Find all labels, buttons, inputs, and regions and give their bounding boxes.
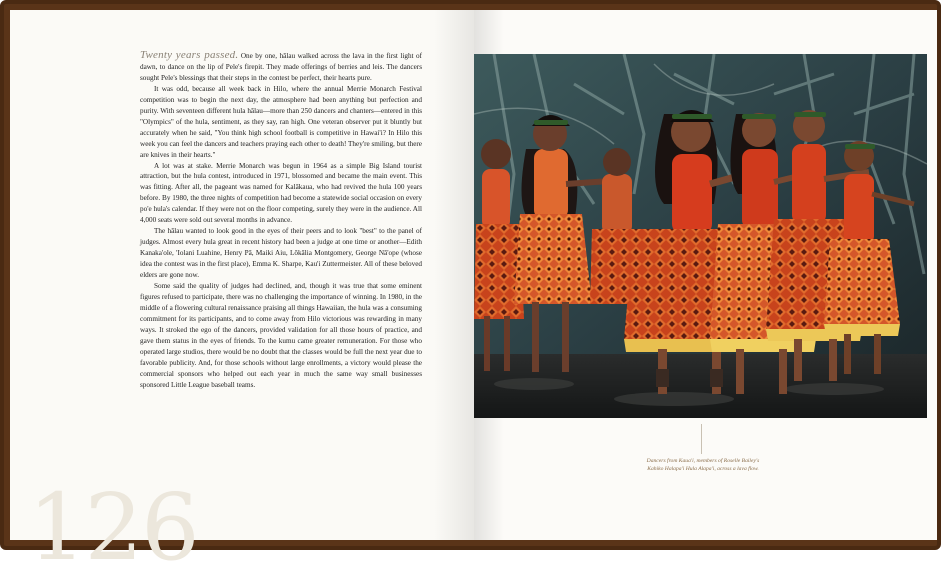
spine-shadow-left — [434, 10, 474, 540]
photo-caption: Dancers from Kaua'i, members of Roselle Bailey's Kahiko Halapa'i Hula Alapa'i, across a lava flow. — [646, 458, 760, 472]
paragraph-1-text: One by one, hālau walked across the lava in the first light of dawn, to dance on the lip of Pele's firepit. They made offerings of berries and leis. The dancers sought Pele's blessings that their steps in the contest be perfect, their hearts pure. — [140, 52, 422, 82]
hula-dancers-photo — [474, 54, 927, 418]
lead-phrase: Twenty years passed. — [140, 49, 239, 61]
page-number: 126 — [28, 474, 198, 581]
caption-divider — [701, 424, 702, 454]
photo-illustration — [474, 54, 927, 418]
body-text-column — [140, 50, 422, 391]
paragraph-1 — [140, 50, 422, 84]
right-page — [474, 10, 937, 540]
paragraph-2: It was odd, because all week back in Hilo, where the annual Merrie Monarch Festival competition was to begin the next day, the atmosphere had been anything but perfection and purity. With seventeen different hula hālau—more than 250 dancers and chanters—entered in this "Olympics" of the hula, sentiment, as they say, ran high. One veteran observer put it bluntly but accurately when he said, "You think high school football is competitive in Hawai'i? In Hilo this week you can feel the dancers and teachers praying each other to death! They're smiling, but there are knives in their hearts." — [140, 84, 422, 159]
left-page — [10, 10, 475, 581]
paragraph-3: A lot was at stake. Merrie Monarch was begun in 1964 as a simple Big Island tourist attraction, but the hula contest, introduced in 1971, blossomed and became the main event. This was fitting. After all, the pageant was named for Kalākaua, who had revived the hula 100 years before. By 1980, the three nights of competition had become a statewide social occasion on every po'e hula's calendar. If they were not on the floor competing, surely they were in the audience. All 4,000 seats were sold out several months in advance. — [140, 161, 422, 225]
paragraph-5: Some said the quality of judges had declined, and, though it was true that some eminent figures refused to participate, there was no challenging the importance of winning. In 1980, in the middle of a flowering cultural renaissance praising all things Hawaiian, the hula was a consuming commitment for its participants, and to come away from Hilo victorious was rewarding in many ways. It stroked the ego of the dancers, provided validation for all those hours of practice, and gave them status in the eyes of friends. To the kumu came greater remuneration. For those who operated large studios, there would be no doubt that the classes would be full the next year due to favorable publicity. And, for those schools without large enrollments, a victory would please the commercial sponsors who helped out each year in much the same way small businesses sponsored Little League baseball teams. — [140, 282, 422, 389]
paragraph-4: The hālau wanted to look good in the eyes of their peers and to look "best" to the panel of judges. Almost every hula great in recent history had been a judge at one time or another—Edith Kanaka'ole, 'Iolani Luahine, Henry Pā, Maiki Aiu, Lōkālia Montgomery, George Nā'ope (whose idea the contest was in the first place), Emma K. Sharpe, Kau'i Zuttermeister. All of these beloved elders are gone now. — [140, 227, 422, 280]
